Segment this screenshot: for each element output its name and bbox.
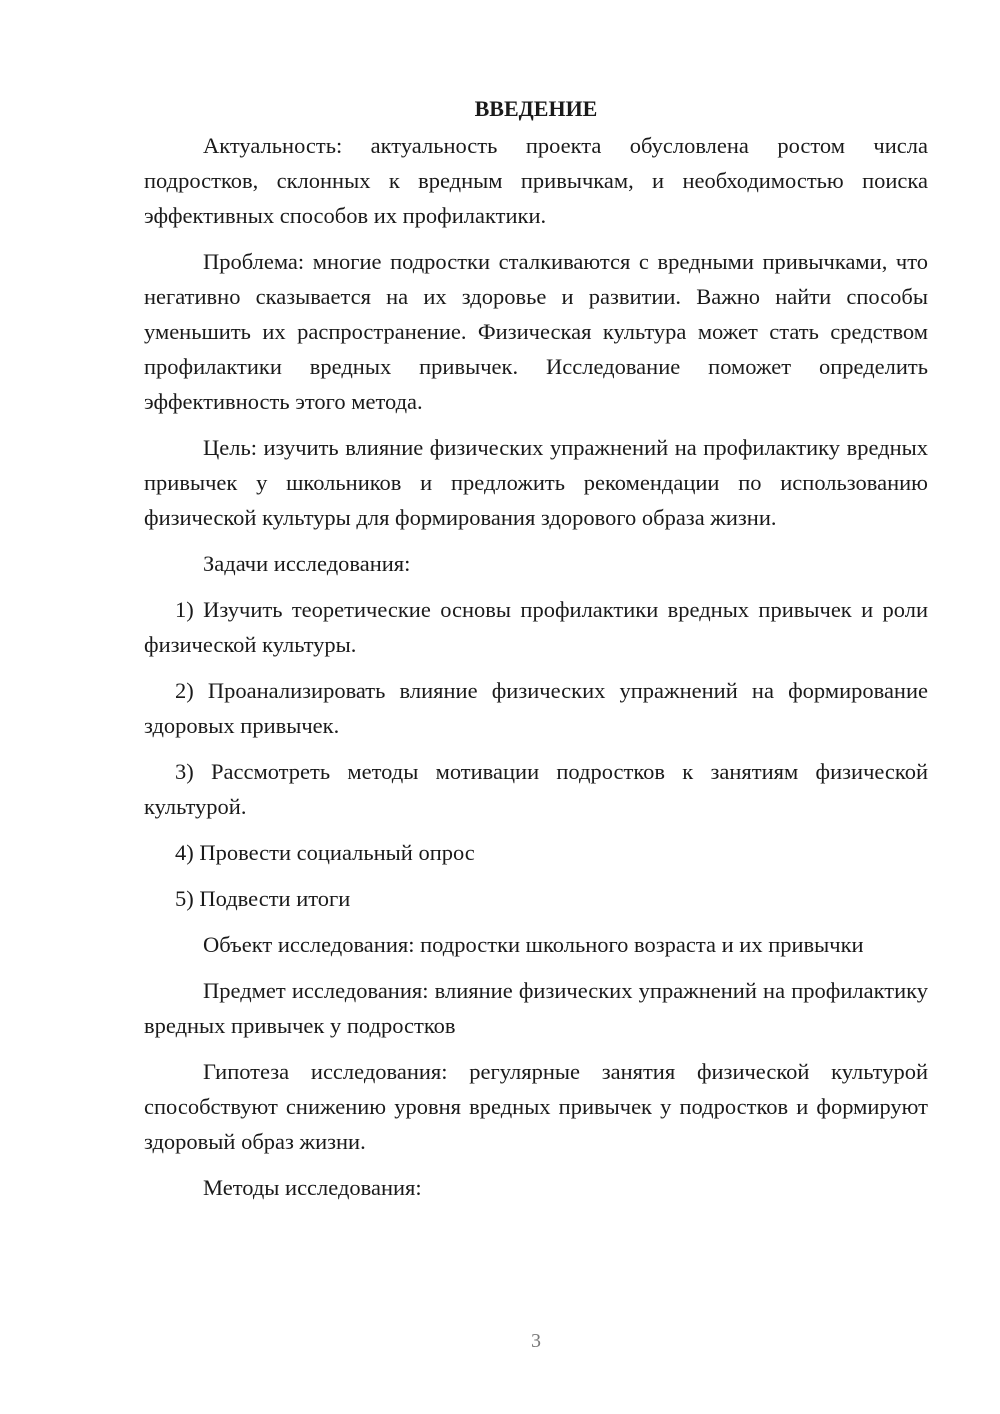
paragraph-hypothesis: Гипотеза исследования: регулярные занятия физической культурой способствуют снижению уровня вредных привычек у подростков и формируют здоровый образ жизни. [144,1059,928,1154]
task-item-3: 3) Рассмотреть методы мотивации подростков к занятиям физической культурой. [144,759,928,819]
paragraph-goal: Цель: изучить влияние физических упражнений на профилактику вредных привычек у школьников и предложить рекомендации по использованию физической культуры для формирования здорового образа жизни. [144,435,928,530]
paragraph-problem: Проблема: многие подростки сталкиваются с вредными привычками, что негативно сказывается на их здоровье и развитии. Важно найти способы уменьшить их распространение. Физическая культура может стать средством профилактики вредных привычек. Исследование поможет определить эффективность этого метода. [144,249,928,414]
paragraph-methods: Методы исследования: [203,1175,422,1200]
page-number: 3 [531,1330,541,1352]
task-item-1: 1) Изучить теоретические основы профилактики вредных привычек и роли физической культуры. [144,597,928,657]
task-item-4: 4) Провести социальный опрос [175,840,475,865]
task-item-2: 2) Проанализировать влияние физических упражнений на формирование здоровых привычек. [144,678,928,738]
section-title: ВВЕДЕНИЕ [474,96,598,121]
document-page [144,92,928,1216]
paragraph-object: Объект исследования: подростки школьного возраста и их привычки [203,932,864,957]
paragraph-tasks-heading: Задачи исследования: [203,551,411,576]
paragraph-relevance: Актуальность: актуальность проекта обусловлена ростом числа подростков, склонных к вредным привычкам, и необходимостью поиска эффективных способов их профилактики. [144,133,928,228]
task-item-5: 5) Подвести итоги [175,886,351,911]
paragraph-subject: Предмет исследования: влияние физических упражнений на профилактику вредных привычек у подростков [144,978,928,1038]
